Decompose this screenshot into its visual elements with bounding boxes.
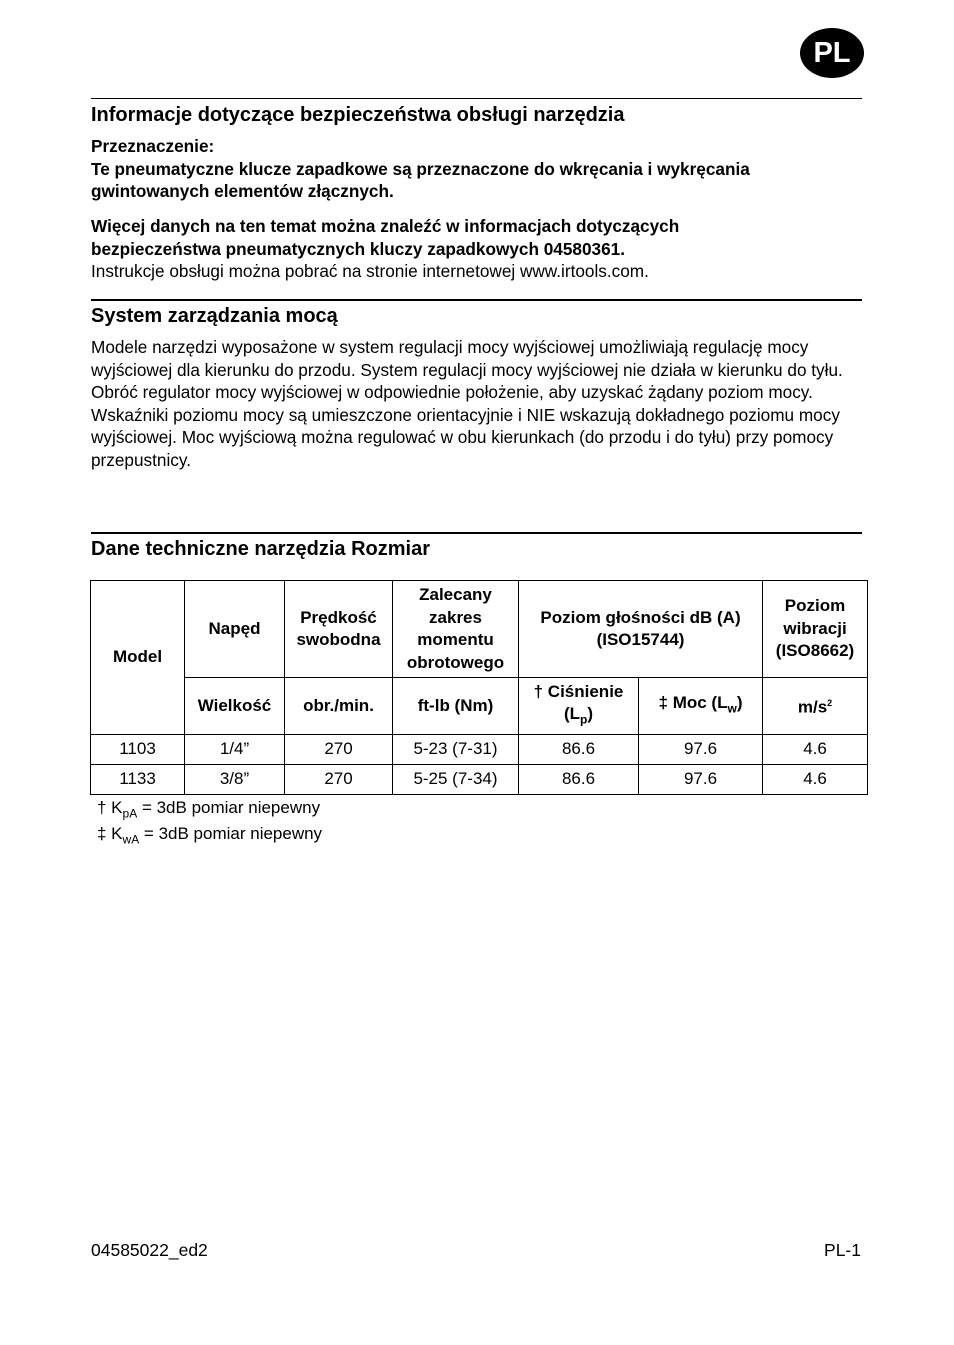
unit-torque: ft-lb (Nm): [393, 678, 519, 735]
cell-speed: 270: [285, 735, 393, 765]
footnote-prefix: † K: [97, 798, 123, 817]
unit-vibration-sup: 2: [827, 698, 833, 709]
purpose-text: Te pneumatyczne klucze zapadkowe są przeznaczone do wkręcania i wykręcania gwintowanych elementów złącznych.: [91, 158, 750, 201]
unit-power-prefix: ‡ Moc (L: [658, 693, 728, 713]
purpose-block: [91, 135, 866, 203]
cell-vibration: 4.6: [763, 735, 868, 765]
footnote-sub: wA: [122, 832, 140, 847]
cell-power: 97.6: [639, 735, 763, 765]
cell-pressure: 86.6: [519, 735, 639, 765]
footnote-suffix: = 3dB pomiar niepewny: [137, 798, 321, 817]
power-paragraph: Modele narzędzi wyposażone w system regulacji mocy wyjściowej umożliwiają regulację mocy wyjściowej dla kierunku do przodu. System regulacji mocy wyjściowej nie działa w kierunku do tyłu.: [91, 337, 843, 380]
power-paragraph: Obróć regulator mocy wyjściowej w odpowiednie położenie, aby uzyskać żądany poziom mocy.: [91, 382, 813, 402]
unit-speed: obr./min.: [285, 678, 393, 735]
footnote-power: [97, 823, 322, 850]
footnote-suffix: = 3dB pomiar niepewny: [139, 824, 323, 843]
header-speed: Prędkość swobodna: [285, 581, 393, 678]
footnote-sub: pA: [122, 806, 138, 821]
section-title-specs: Dane techniczne narzędzia Rozmiar: [91, 538, 430, 560]
cell-model: 1133: [91, 765, 185, 795]
unit-power-suffix: ): [736, 693, 743, 713]
unit-vibration: [763, 678, 868, 735]
cell-model: 1103: [91, 735, 185, 765]
page-number: PL-1: [824, 1240, 861, 1260]
table-row: [91, 765, 868, 795]
section-divider: [91, 299, 862, 301]
download-info-text: Instrukcje obsługi można pobrać na stronie internetowej www.irtools.com.: [91, 261, 649, 281]
unit-vibration-text: m/s: [797, 698, 828, 718]
table-row: [91, 735, 868, 765]
header-torque: Zalecany zakres momentu obrotowego: [393, 581, 519, 678]
section-title-power: System zarządzania mocą: [91, 305, 338, 327]
unit-pressure-prefix: † Ciśnienie (L: [533, 681, 624, 724]
purpose-label: Przeznaczenie:: [91, 136, 215, 156]
header-model: Model: [91, 581, 185, 735]
cell-torque: 5-23 (7-31): [393, 735, 519, 765]
footnote-prefix: ‡ K: [97, 824, 123, 843]
unit-drive: Wielkość: [185, 678, 285, 735]
cell-power: 97.6: [639, 765, 763, 795]
unit-pressure-sub: p: [580, 712, 588, 727]
power-block: [91, 336, 861, 471]
language-badge: PL: [800, 28, 864, 78]
document-number: 04585022_ed2: [91, 1240, 208, 1260]
cell-drive: 3/8”: [185, 765, 285, 795]
header-noise: Poziom głośności dB (A) (ISO15744): [519, 581, 763, 678]
power-paragraph: Wskaźniki poziomu mocy są umieszczone orientacyjnie i NIE wskazują dokładnego poziomu mocy wyjściowej. Moc wyjściową można regulować w obu kierunkach (do przodu i do tyłu) przy pomocy przepustnicy.: [91, 404, 840, 470]
header-vibration: Poziom wibracji (ISO8662): [763, 581, 868, 678]
cell-pressure: 86.6: [519, 765, 639, 795]
section-divider: [91, 532, 862, 534]
table-unit-row: [91, 678, 868, 735]
spec-table: [90, 580, 868, 795]
footnote-pressure: [97, 797, 320, 824]
section-title-safety: Informacje dotyczące bezpieczeństwa obsługi narzędzia: [91, 104, 625, 126]
cell-drive: 1/4”: [185, 735, 285, 765]
section-divider: [91, 98, 862, 99]
unit-power-sub: w: [727, 701, 737, 716]
info-block: [91, 215, 866, 283]
unit-pressure-suffix: ): [587, 704, 594, 724]
unit-pressure: [519, 678, 639, 735]
header-drive: Napęd: [185, 581, 285, 678]
more-info-text: Więcej danych na ten temat można znaleźć w informacjach dotyczących bezpieczeństwa pneumatycznych kluczy zapadkowych 04580361.: [91, 216, 680, 259]
table-header-row: [91, 581, 868, 678]
cell-torque: 5-25 (7-34): [393, 765, 519, 795]
cell-vibration: 4.6: [763, 765, 868, 795]
unit-power: [639, 678, 763, 735]
cell-speed: 270: [285, 765, 393, 795]
